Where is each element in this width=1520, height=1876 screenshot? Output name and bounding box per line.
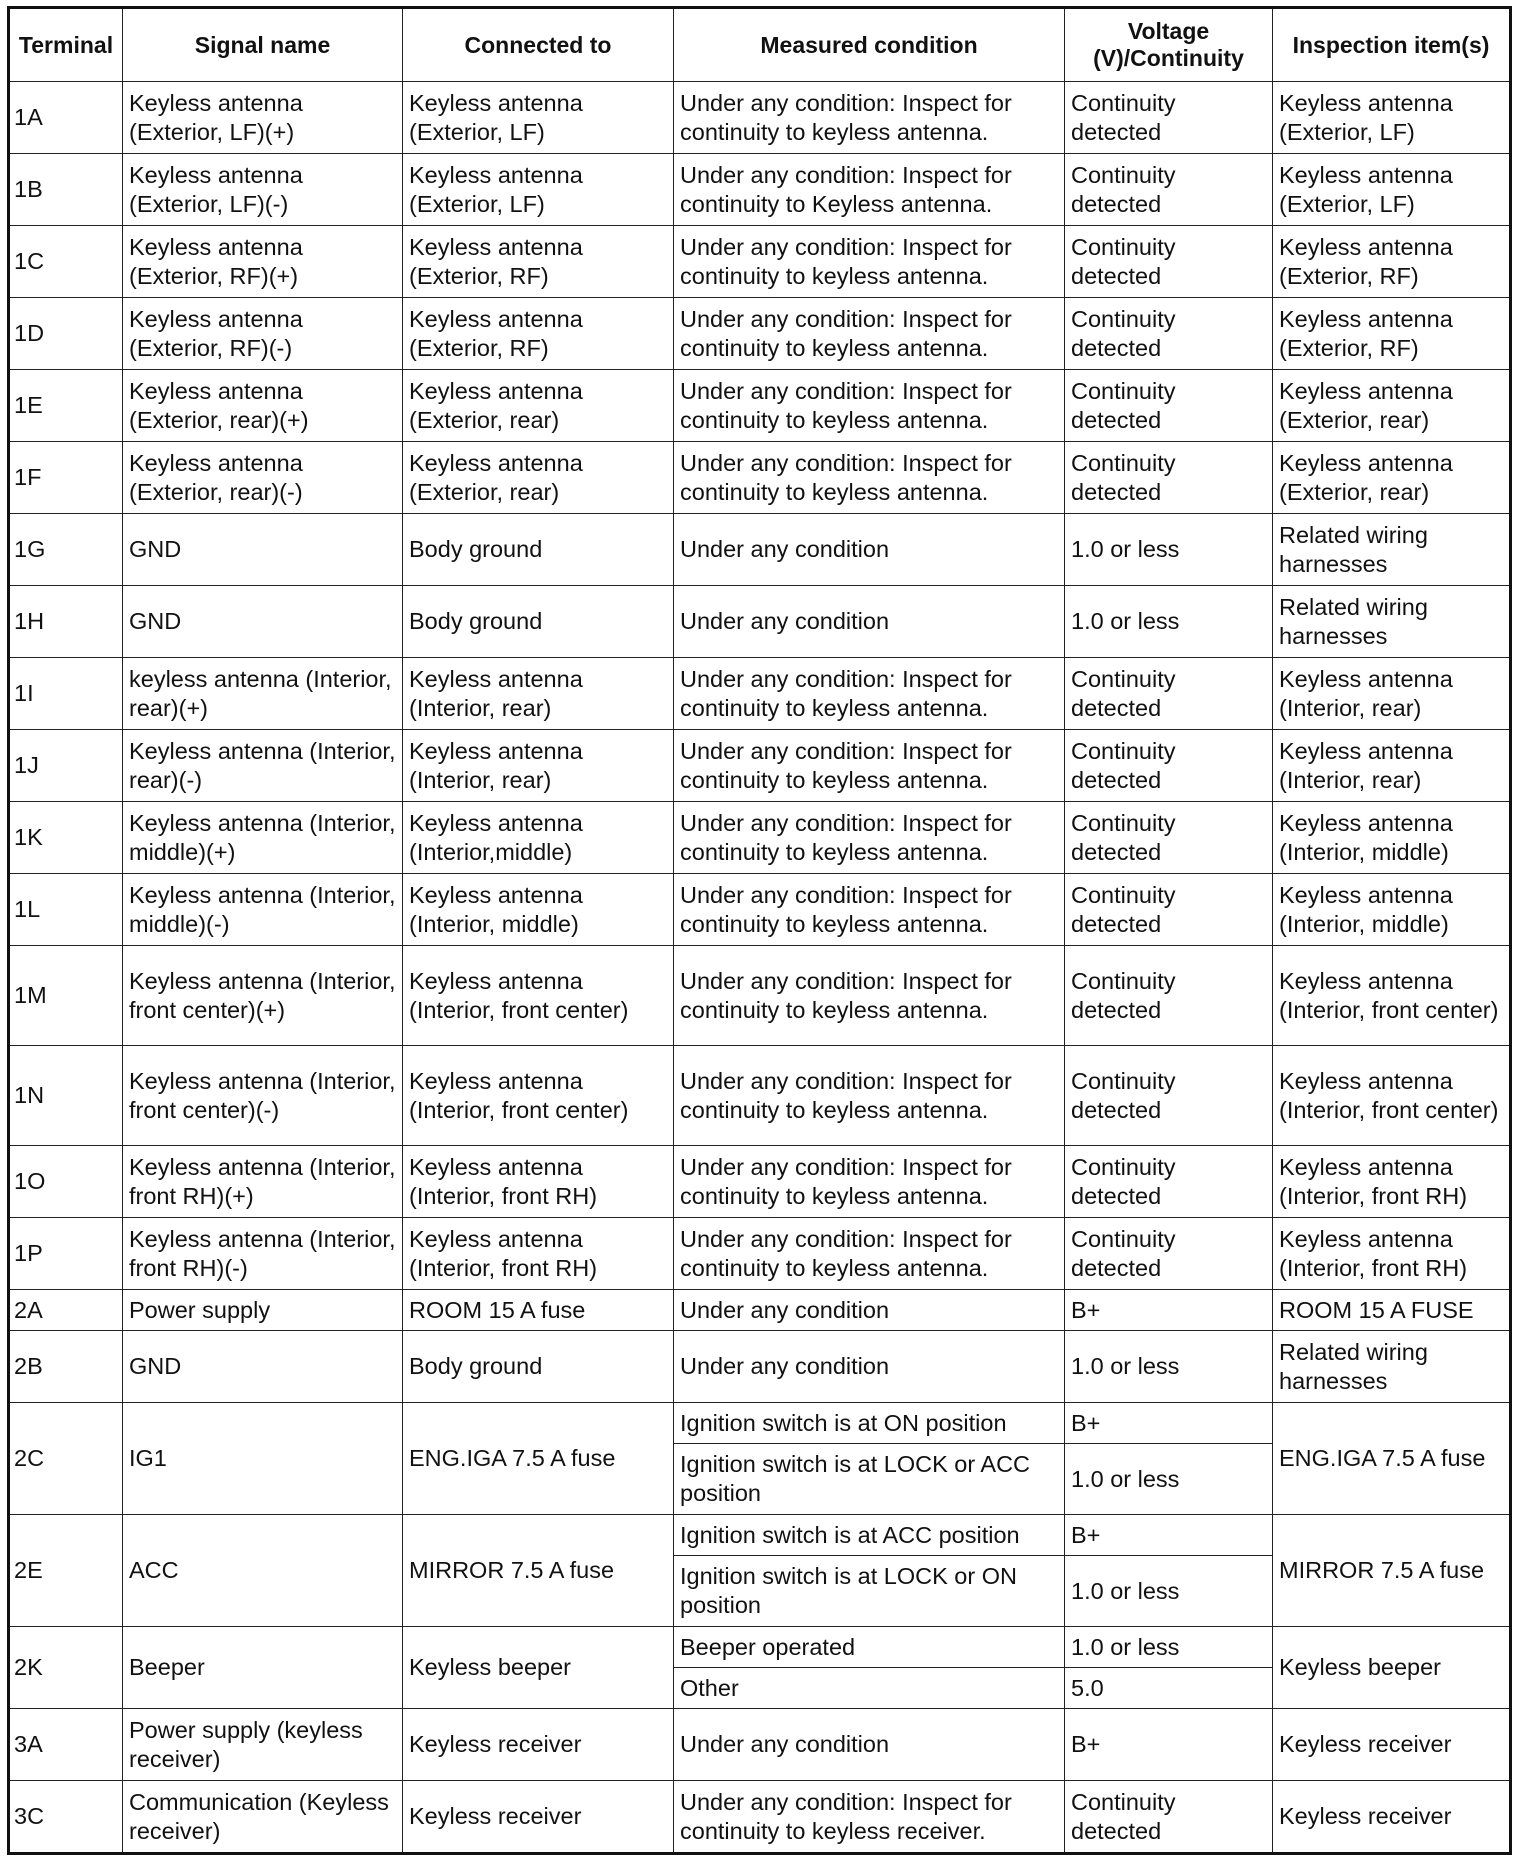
header-measured-condition: Measured condition bbox=[674, 8, 1065, 82]
header-terminal: Terminal bbox=[9, 8, 123, 82]
connected-to-cell: Keyless receiver bbox=[403, 1709, 674, 1781]
connected-to-cell: Keyless antenna (Exterior, RF) bbox=[403, 298, 674, 370]
table-row bbox=[9, 946, 1511, 1046]
voltage-cell: Continuity detected bbox=[1065, 802, 1273, 874]
terminal-cell: 1C bbox=[9, 226, 123, 298]
voltage-cell: Continuity detected bbox=[1065, 658, 1273, 730]
terminal-cell: 3C bbox=[9, 1781, 123, 1854]
measured-condition-cell: Under any condition bbox=[674, 586, 1065, 658]
table-row bbox=[9, 82, 1511, 154]
table-row bbox=[9, 1290, 1511, 1331]
inspection-item-cell: Related wiring harnesses bbox=[1273, 514, 1511, 586]
inspection-item-cell: Keyless antenna (Interior, middle) bbox=[1273, 802, 1511, 874]
terminal-inspection-table bbox=[7, 6, 1512, 1855]
signal-name-cell: Keyless antenna (Exterior, RF)(+) bbox=[123, 226, 403, 298]
header-inspection-items: Inspection item(s) bbox=[1273, 8, 1511, 82]
connected-to-cell: Keyless antenna (Exterior, rear) bbox=[403, 370, 674, 442]
connected-to-cell: Keyless antenna (Exterior, RF) bbox=[403, 226, 674, 298]
terminal-cell: 2B bbox=[9, 1331, 123, 1403]
signal-name-cell: keyless antenna (Interior, rear)(+) bbox=[123, 658, 403, 730]
table-row bbox=[9, 154, 1511, 226]
table-row bbox=[9, 802, 1511, 874]
terminal-cell: 2C bbox=[9, 1403, 123, 1515]
terminal-cell: 1P bbox=[9, 1218, 123, 1290]
connected-to-cell: Keyless antenna (Interior, rear) bbox=[403, 730, 674, 802]
voltage-cell: B+ bbox=[1065, 1403, 1273, 1444]
measured-condition-cell: Under any condition: Inspect for continuity to keyless antenna. bbox=[674, 370, 1065, 442]
voltage-cell: Continuity detected bbox=[1065, 298, 1273, 370]
measured-condition-cell: Under any condition: Inspect for continuity to Keyless antenna. bbox=[674, 154, 1065, 226]
table-row bbox=[9, 1781, 1511, 1854]
signal-name-cell: GND bbox=[123, 586, 403, 658]
terminal-cell: 1I bbox=[9, 658, 123, 730]
inspection-item-cell: MIRROR 7.5 A fuse bbox=[1273, 1515, 1511, 1627]
connected-to-cell: Keyless antenna (Exterior, LF) bbox=[403, 154, 674, 226]
inspection-item-cell: Keyless antenna (Interior, rear) bbox=[1273, 730, 1511, 802]
inspection-item-cell: Related wiring harnesses bbox=[1273, 1331, 1511, 1403]
terminal-cell: 1D bbox=[9, 298, 123, 370]
measured-condition-cell: Under any condition bbox=[674, 514, 1065, 586]
table-row bbox=[9, 1046, 1511, 1146]
voltage-cell: B+ bbox=[1065, 1709, 1273, 1781]
inspection-item-cell: Keyless antenna (Exterior, RF) bbox=[1273, 298, 1511, 370]
connected-to-cell: MIRROR 7.5 A fuse bbox=[403, 1515, 674, 1627]
measured-condition-cell: Under any condition: Inspect for continuity to keyless receiver. bbox=[674, 1781, 1065, 1854]
signal-name-cell: Keyless antenna (Exterior, LF)(+) bbox=[123, 82, 403, 154]
measured-condition-cell: Beeper operated bbox=[674, 1627, 1065, 1668]
voltage-cell: 1.0 or less bbox=[1065, 586, 1273, 658]
table-row bbox=[9, 730, 1511, 802]
voltage-cell: 1.0 or less bbox=[1065, 1331, 1273, 1403]
terminal-cell: 1H bbox=[9, 586, 123, 658]
inspection-item-cell: ENG.IGA 7.5 A fuse bbox=[1273, 1403, 1511, 1515]
measured-condition-cell: Under any condition: Inspect for continuity to keyless antenna. bbox=[674, 874, 1065, 946]
connected-to-cell: ENG.IGA 7.5 A fuse bbox=[403, 1403, 674, 1515]
terminal-cell: 3A bbox=[9, 1709, 123, 1781]
signal-name-cell: Keyless antenna (Exterior, rear)(+) bbox=[123, 370, 403, 442]
connected-to-cell: Keyless antenna (Interior,middle) bbox=[403, 802, 674, 874]
measured-condition-cell: Under any condition bbox=[674, 1290, 1065, 1331]
connected-to-cell: Keyless antenna (Interior, front RH) bbox=[403, 1146, 674, 1218]
signal-name-cell: Power supply (keyless receiver) bbox=[123, 1709, 403, 1781]
terminal-cell: 1B bbox=[9, 154, 123, 226]
terminal-cell: 1A bbox=[9, 82, 123, 154]
connected-to-cell: Keyless antenna (Interior, middle) bbox=[403, 874, 674, 946]
voltage-cell: 1.0 or less bbox=[1065, 1444, 1273, 1515]
terminal-cell: 1E bbox=[9, 370, 123, 442]
terminal-cell: 1J bbox=[9, 730, 123, 802]
connected-to-cell: Keyless antenna (Exterior, LF) bbox=[403, 82, 674, 154]
inspection-item-cell: Keyless antenna (Interior, front center) bbox=[1273, 1046, 1511, 1146]
measured-condition-cell: Under any condition: Inspect for continuity to keyless antenna. bbox=[674, 658, 1065, 730]
voltage-cell: B+ bbox=[1065, 1515, 1273, 1556]
voltage-cell: Continuity detected bbox=[1065, 82, 1273, 154]
terminal-inspection-page bbox=[7, 6, 1512, 1855]
voltage-cell: 1.0 or less bbox=[1065, 514, 1273, 586]
inspection-item-cell: Keyless antenna (Interior, rear) bbox=[1273, 658, 1511, 730]
table-row bbox=[9, 226, 1511, 298]
terminal-cell: 2A bbox=[9, 1290, 123, 1331]
table-row bbox=[9, 1709, 1511, 1781]
terminal-cell: 1K bbox=[9, 802, 123, 874]
terminal-cell: 2E bbox=[9, 1515, 123, 1627]
measured-condition-cell: Under any condition: Inspect for continuity to keyless antenna. bbox=[674, 298, 1065, 370]
voltage-cell: Continuity detected bbox=[1065, 730, 1273, 802]
measured-condition-cell: Ignition switch is at LOCK or ON position bbox=[674, 1556, 1065, 1627]
signal-name-cell: Keyless antenna (Exterior, LF)(-) bbox=[123, 154, 403, 226]
inspection-item-cell: Keyless antenna (Exterior, RF) bbox=[1273, 226, 1511, 298]
inspection-item-cell: Related wiring harnesses bbox=[1273, 586, 1511, 658]
inspection-item-cell: Keyless antenna (Exterior, rear) bbox=[1273, 370, 1511, 442]
header-connected-to: Connected to bbox=[403, 8, 674, 82]
signal-name-cell: Keyless antenna (Interior, middle)(-) bbox=[123, 874, 403, 946]
voltage-cell: Continuity detected bbox=[1065, 370, 1273, 442]
voltage-cell: 1.0 or less bbox=[1065, 1627, 1273, 1668]
signal-name-cell: Keyless antenna (Interior, front center)(-) bbox=[123, 1046, 403, 1146]
voltage-cell: 1.0 or less bbox=[1065, 1556, 1273, 1627]
table-row bbox=[9, 874, 1511, 946]
table-row bbox=[9, 514, 1511, 586]
signal-name-cell: Beeper bbox=[123, 1627, 403, 1709]
signal-name-cell: Keyless antenna (Interior, front center)(+) bbox=[123, 946, 403, 1046]
connected-to-cell: Keyless receiver bbox=[403, 1781, 674, 1854]
terminal-cell: 1G bbox=[9, 514, 123, 586]
inspection-item-cell: Keyless antenna (Exterior, LF) bbox=[1273, 154, 1511, 226]
table-row bbox=[9, 586, 1511, 658]
connected-to-cell: Keyless beeper bbox=[403, 1627, 674, 1709]
table-row bbox=[9, 1403, 1511, 1444]
measured-condition-cell: Under any condition: Inspect for continuity to keyless antenna. bbox=[674, 1046, 1065, 1146]
voltage-cell: Continuity detected bbox=[1065, 1218, 1273, 1290]
measured-condition-cell: Ignition switch is at ACC position bbox=[674, 1515, 1065, 1556]
inspection-item-cell: Keyless receiver bbox=[1273, 1709, 1511, 1781]
voltage-cell: Continuity detected bbox=[1065, 154, 1273, 226]
terminal-cell: 1L bbox=[9, 874, 123, 946]
table-row bbox=[9, 1331, 1511, 1403]
terminal-cell: 1M bbox=[9, 946, 123, 1046]
table-row bbox=[9, 298, 1511, 370]
signal-name-cell: GND bbox=[123, 514, 403, 586]
inspection-item-cell: Keyless antenna (Interior, front RH) bbox=[1273, 1146, 1511, 1218]
terminal-cell: 1F bbox=[9, 442, 123, 514]
connected-to-cell: Body ground bbox=[403, 586, 674, 658]
inspection-item-cell: Keyless antenna (Interior, front RH) bbox=[1273, 1218, 1511, 1290]
connected-to-cell: ROOM 15 A fuse bbox=[403, 1290, 674, 1331]
table-row bbox=[9, 1146, 1511, 1218]
connected-to-cell: Body ground bbox=[403, 1331, 674, 1403]
header-signal-name: Signal name bbox=[123, 8, 403, 82]
signal-name-cell: Keyless antenna (Interior, rear)(-) bbox=[123, 730, 403, 802]
measured-condition-cell: Under any condition: Inspect for continuity to keyless antenna. bbox=[674, 1146, 1065, 1218]
voltage-cell: B+ bbox=[1065, 1290, 1273, 1331]
inspection-item-cell: Keyless beeper bbox=[1273, 1627, 1511, 1709]
voltage-cell: Continuity detected bbox=[1065, 946, 1273, 1046]
connected-to-cell: Body ground bbox=[403, 514, 674, 586]
inspection-item-cell: ROOM 15 A FUSE bbox=[1273, 1290, 1511, 1331]
voltage-cell: Continuity detected bbox=[1065, 1781, 1273, 1854]
measured-condition-cell: Under any condition bbox=[674, 1331, 1065, 1403]
signal-name-cell: Keyless antenna (Exterior, RF)(-) bbox=[123, 298, 403, 370]
inspection-item-cell: Keyless receiver bbox=[1273, 1781, 1511, 1854]
measured-condition-cell: Under any condition: Inspect for continuity to keyless antenna. bbox=[674, 730, 1065, 802]
measured-condition-cell: Under any condition: Inspect for continuity to keyless antenna. bbox=[674, 442, 1065, 514]
table-row bbox=[9, 1627, 1511, 1668]
signal-name-cell: Communication (Keyless receiver) bbox=[123, 1781, 403, 1854]
table-row bbox=[9, 370, 1511, 442]
measured-condition-cell: Under any condition: Inspect for continuity to keyless antenna. bbox=[674, 946, 1065, 1046]
measured-condition-cell: Other bbox=[674, 1668, 1065, 1709]
signal-name-cell: Keyless antenna (Interior, front RH)(-) bbox=[123, 1218, 403, 1290]
table-header-row bbox=[9, 8, 1511, 82]
measured-condition-cell: Under any condition bbox=[674, 1709, 1065, 1781]
connected-to-cell: Keyless antenna (Interior, rear) bbox=[403, 658, 674, 730]
connected-to-cell: Keyless antenna (Interior, front RH) bbox=[403, 1218, 674, 1290]
measured-condition-cell: Under any condition: Inspect for continuity to keyless antenna. bbox=[674, 226, 1065, 298]
table-row bbox=[9, 442, 1511, 514]
signal-name-cell: Keyless antenna (Exterior, rear)(-) bbox=[123, 442, 403, 514]
voltage-cell: Continuity detected bbox=[1065, 442, 1273, 514]
connected-to-cell: Keyless antenna (Interior, front center) bbox=[403, 946, 674, 1046]
measured-condition-cell: Under any condition: Inspect for continuity to keyless antenna. bbox=[674, 82, 1065, 154]
measured-condition-cell: Ignition switch is at LOCK or ACC position bbox=[674, 1444, 1065, 1515]
signal-name-cell: ACC bbox=[123, 1515, 403, 1627]
table-row bbox=[9, 1515, 1511, 1556]
table-row bbox=[9, 1218, 1511, 1290]
inspection-item-cell: Keyless antenna (Exterior, rear) bbox=[1273, 442, 1511, 514]
inspection-item-cell: Keyless antenna (Exterior, LF) bbox=[1273, 82, 1511, 154]
measured-condition-cell: Under any condition: Inspect for continuity to keyless antenna. bbox=[674, 802, 1065, 874]
signal-name-cell: GND bbox=[123, 1331, 403, 1403]
signal-name-cell: Power supply bbox=[123, 1290, 403, 1331]
voltage-cell: Continuity detected bbox=[1065, 874, 1273, 946]
terminal-cell: 1N bbox=[9, 1046, 123, 1146]
measured-condition-cell: Under any condition: Inspect for continuity to keyless antenna. bbox=[674, 1218, 1065, 1290]
connected-to-cell: Keyless antenna (Interior, front center) bbox=[403, 1046, 674, 1146]
voltage-cell: Continuity detected bbox=[1065, 226, 1273, 298]
signal-name-cell: Keyless antenna (Interior, front RH)(+) bbox=[123, 1146, 403, 1218]
voltage-cell: Continuity detected bbox=[1065, 1046, 1273, 1146]
measured-condition-cell: Ignition switch is at ON position bbox=[674, 1403, 1065, 1444]
connected-to-cell: Keyless antenna (Exterior, rear) bbox=[403, 442, 674, 514]
voltage-cell: 5.0 bbox=[1065, 1668, 1273, 1709]
terminal-cell: 2K bbox=[9, 1627, 123, 1709]
table-row bbox=[9, 658, 1511, 730]
inspection-item-cell: Keyless antenna (Interior, middle) bbox=[1273, 874, 1511, 946]
voltage-cell: Continuity detected bbox=[1065, 1146, 1273, 1218]
signal-name-cell: IG1 bbox=[123, 1403, 403, 1515]
signal-name-cell: Keyless antenna (Interior, middle)(+) bbox=[123, 802, 403, 874]
header-voltage-continuity: Voltage (V)/Continuity bbox=[1065, 8, 1273, 82]
inspection-item-cell: Keyless antenna (Interior, front center) bbox=[1273, 946, 1511, 1046]
terminal-cell: 1O bbox=[9, 1146, 123, 1218]
